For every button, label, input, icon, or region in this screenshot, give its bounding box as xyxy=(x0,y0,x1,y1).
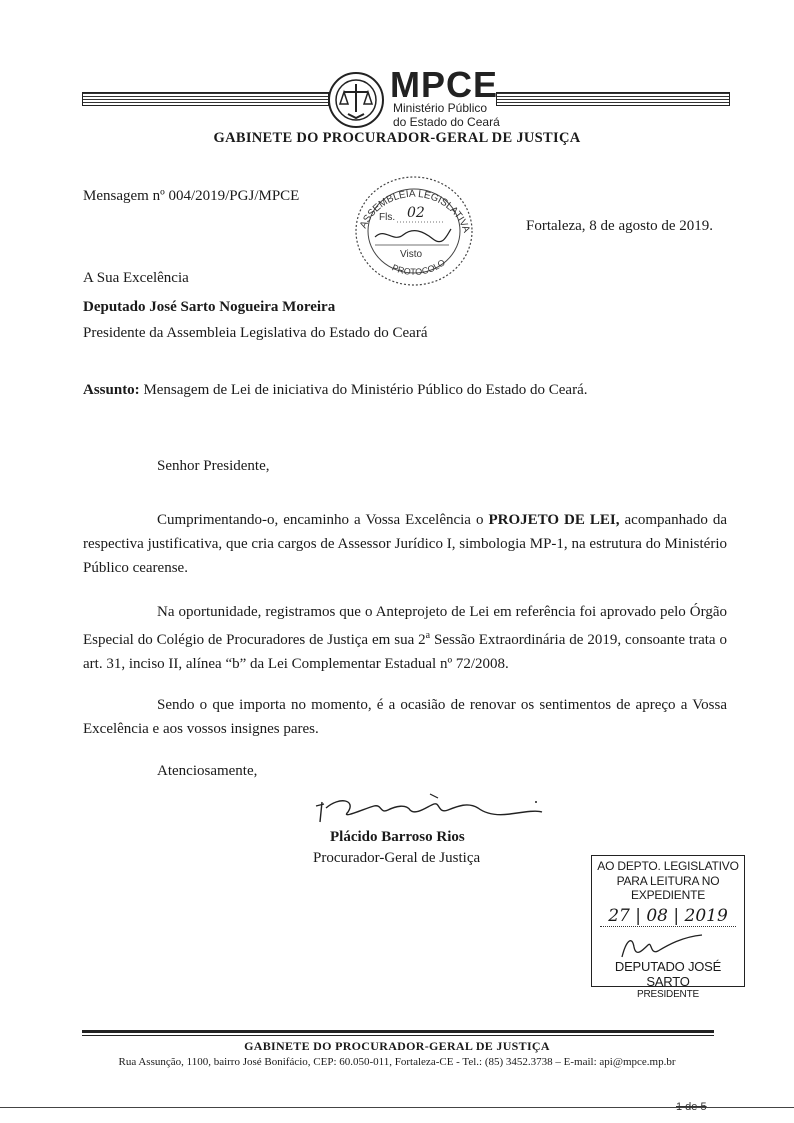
reading-stamp-date: 27 | 08 | 2019 xyxy=(600,906,736,927)
paragraph-2 xyxy=(83,600,727,676)
page-indicator: 1 de 5 xyxy=(676,1101,707,1113)
paragraph-2-ordinal: a xyxy=(425,630,431,641)
office-heading: GABINETE DO PROCURADOR-GERAL DE JUSTIÇA xyxy=(213,130,581,146)
logo-line-1: Ministério Público xyxy=(393,101,488,115)
signature-scribble xyxy=(310,788,560,828)
recipient-salutation: A Sua Excelência xyxy=(83,270,189,286)
footer-address: Rua Assunção, 1100, bairro José Bonifácio, CEP: 60.050-011, Fortaleza-CE - Tel.: (85) 3452.3738 – E-mail: api@mpce.mp.br xyxy=(118,1056,676,1068)
paragraph-2-lead: Na oportunidade, registramos que o Anteprojeto de Lei em referência foi aprovado pelo Órgão Especial do Colégio de Procuradores de Justiça em sua 2 xyxy=(83,604,727,648)
footer-office: GABINETE DO PROCURADOR-GERAL DE JUSTIÇA xyxy=(244,1039,550,1053)
message-number: Mensagem nº 004/2019/PGJ/MPCE xyxy=(83,188,300,204)
page-bottom-rule xyxy=(0,1107,794,1108)
protocol-stamp xyxy=(345,165,483,287)
greeting: Senhor Presidente, xyxy=(157,458,270,474)
signatory-name: Plácido Barroso Rios xyxy=(330,829,465,845)
paragraph-1-bold: PROJETO DE LEI, xyxy=(488,512,620,528)
paragraph-1-rest: acompanhado da respectiva justificativa, que cria cargos de Assessor Jurídico I, simbologia MP-1, na estrutura do Ministério Público cearense. xyxy=(83,512,727,576)
recipient-name: Deputado José Sarto Nogueira Moreira xyxy=(83,299,336,315)
reading-stamp-signature xyxy=(592,927,742,963)
stamp-ring-text: ASSEMBLEIA LEGISLATIVA xyxy=(358,188,472,234)
stamp-visto-label: Visto xyxy=(400,249,423,260)
stamp-fls-label: Fls. xyxy=(379,212,396,223)
signatory-title: Procurador-Geral de Justiça xyxy=(313,850,481,866)
reading-stamp-line-2: PARA LEITURA NO EXPEDIENTE xyxy=(616,874,720,902)
closing: Atenciosamente, xyxy=(157,763,258,779)
paragraph-3: Sendo o que importa no momento, é a ocasião de renovar os sentimentos de apreço a Vossa Excelência e aos vossos insignes pares. xyxy=(83,697,727,737)
reading-stamp-role: PRESIDENTE xyxy=(637,989,699,1000)
svg-text:PROTOCOLO xyxy=(391,257,447,277)
reading-stamp-line-1: AO DEPTO. LEGISLATIVO xyxy=(597,859,739,873)
reading-stamp xyxy=(591,855,745,1000)
svg-text:ASSEMBLEIA LEGISLATIVA DO CEAR xyxy=(345,165,472,236)
paragraph-1 xyxy=(83,508,727,580)
logo-line-2: do Estado do Ceará xyxy=(393,115,500,129)
stamp-bottom-text: PROTOCOLO xyxy=(390,257,448,277)
subject-label: Assunto: xyxy=(83,382,140,398)
footer-rule-top xyxy=(82,1030,714,1033)
footer-rule-thin xyxy=(82,1035,714,1036)
recipient-role: Presidente da Assembleia Legislativa do Estado do Ceará xyxy=(83,325,428,341)
reading-stamp-name: DEPUTADO JOSÉ SARTO xyxy=(614,959,722,989)
stamp-fls-value: 02 xyxy=(407,205,425,221)
date-line: Fortaleza, 8 de agosto de 2019. xyxy=(526,218,714,234)
logo-text: MPCE xyxy=(390,64,499,105)
header-rule-left xyxy=(82,92,329,106)
paragraph-2-rest: Sessão Extraordinária de 2019, consoante trata o art. 31, inciso II, alínea “b” da Lei Complementar Estadual nº 72/2008. xyxy=(83,632,727,672)
paragraph-1-lead: Cumprimentando-o, encaminho a Vossa Excelência o xyxy=(157,512,489,528)
header-rule-right xyxy=(496,92,730,106)
subject-text: Mensagem de Lei de iniciativa do Ministério Público do Estado do Ceará. xyxy=(139,382,588,398)
mpce-seal-icon xyxy=(326,70,386,130)
subject-line xyxy=(83,378,588,402)
